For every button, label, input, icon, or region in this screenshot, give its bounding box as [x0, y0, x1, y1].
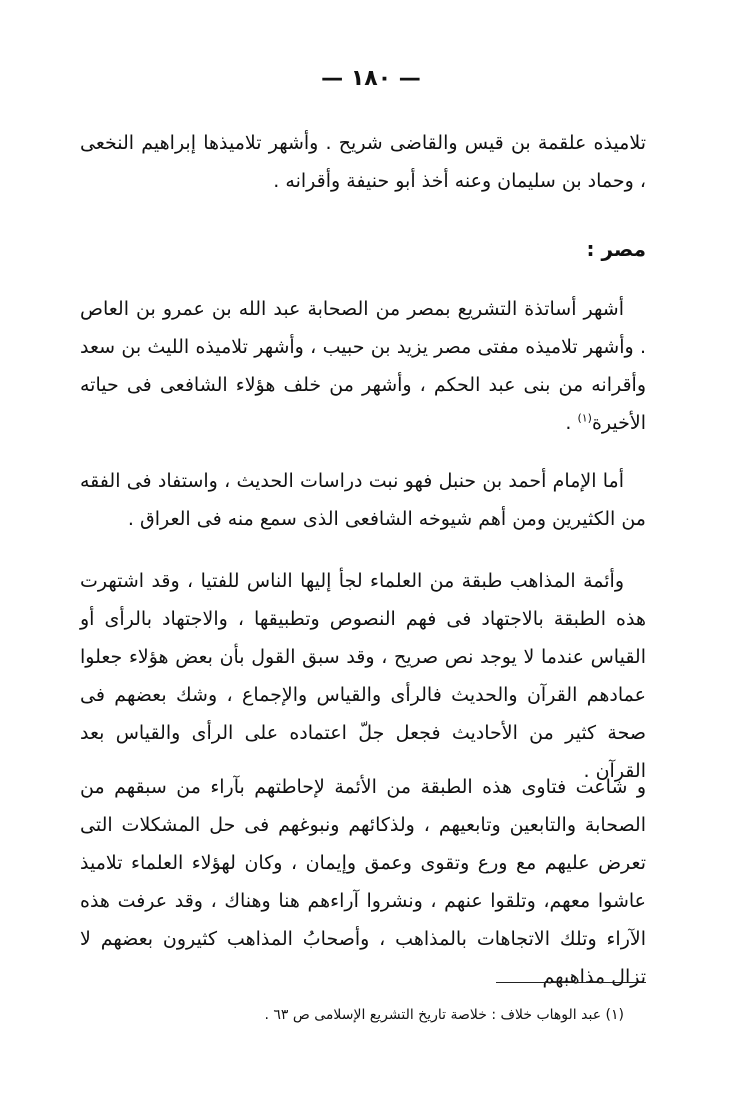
paragraph-end: .: [565, 412, 578, 434]
footnote-divider: [496, 982, 646, 983]
paragraph-egypt-scholars: [80, 290, 646, 442]
paragraph-text: أشهر أساتذة التشريع بمصر من الصحابة عبد الله بن عمرو بن العاص . وأشهر تلاميذه مفتى مصر يزيد بن حبيب ، وأشهر تلاميذه الليث بن سعد وأقرانه من بنى عبد الحكم ، وأشهر من خلف هؤلاء الشافعى فى حياته الأخيرة: [80, 298, 646, 434]
paragraph-spread-of-fatwas: و شاعت فتاوى هذه الطبقة من الأئمة لإحاطتهم بآراء من سبقهم من الصحابة والتابعين وتابعيهم ، ولذكائهم ونبوغهم فى حل المشكلات التى تعرض عليهم مع ورع وتقوى وعمق وإيمان ، وكان لهؤلاء العلماء تلاميذ عاشوا معهم، وتلقوا عنهم ، ونشروا آراءهم هنا وهناك ، وقد عرفت هذه الآراء وتلك الاتجاهات بالمذاهب ، وأصحابُ المذاهب كثيرون بعضهم لا تزال مذاهبهم: [80, 776, 646, 988]
page-number: — ١٨٠ —: [321, 66, 421, 91]
paragraph-ahmad-ibn-hanbal: أما الإمام أحمد بن حنبل فهو نبت دراسات الحديث ، واستفاد فى الفقه من الكثيرين ومن أهم شيوخه الشافعى الذى سمع منه فى العراق .: [80, 470, 646, 530]
footnote: (١) عبد الوهاب خلاف : خلاصة تاريخ التشريع الإسلامى ص ٦٣ .: [264, 1007, 624, 1023]
paragraph-continuation: تلاميذه علقمة بن قيس والقاضى شريح . وأشهر تلاميذها إبراهيم النخعى ، وحماد بن سليمان وعنه أخذ أبو حنيفة وأقرانه .: [80, 132, 646, 192]
paragraph-imams-of-schools: وأئمة المذاهب طبقة من العلماء لجأ إليها الناس للفتيا ، وقد اشتهرت هذه الطبقة بالاجتهاد فى فهم النصوص وتطبيقها ، والاجتهاد بالرأى أو القياس عندما لا يوجد نص صريح ، وقد سبق القول بأن بعض هؤلاء جعلوا عمادهم القرآن والحديث فالرأى والقياس والإجماع ، وشك بعضهم فى صحة كثير من الأحاديث فجعل جلّ اعتماده على الرأى والقياس بعد القرآن .: [80, 570, 646, 782]
section-heading-egypt: مصر :: [586, 237, 646, 261]
footnote-marker: (١): [577, 411, 592, 425]
